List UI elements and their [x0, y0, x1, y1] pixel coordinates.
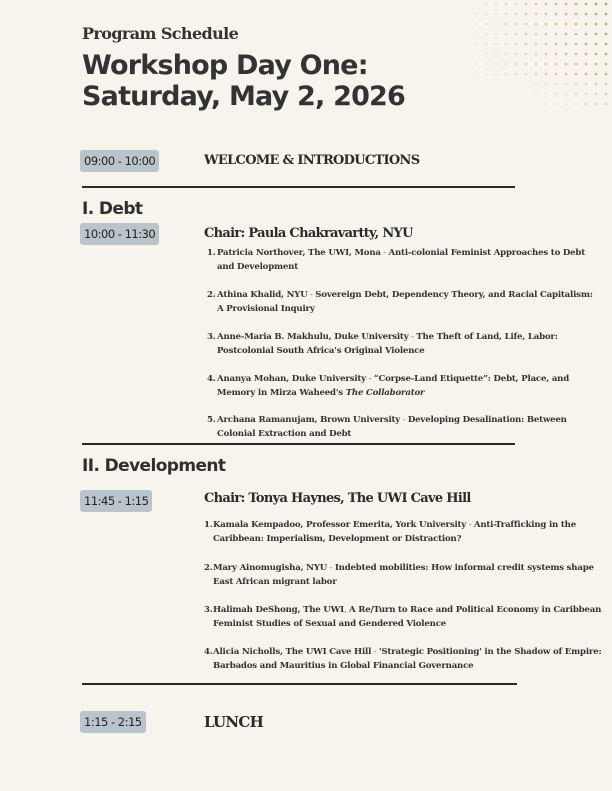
decorative-dot	[545, 53, 548, 56]
decorative-dot	[575, 23, 578, 26]
decorative-dot	[505, 13, 508, 16]
decorative-dot	[595, 73, 598, 76]
decorative-dot	[525, 63, 528, 66]
talk-title: Developing Desalination: Between Colonial Extraction and Debt	[217, 415, 567, 439]
talk-separator: -	[408, 332, 417, 342]
decorative-dot	[565, 33, 568, 36]
divider	[82, 186, 515, 188]
decorative-dot	[515, 63, 518, 66]
decorative-dot	[545, 33, 548, 36]
talk-title: Anti-Trafficking in the Caribbean: Imperialism, Development or Distraction?	[213, 520, 576, 544]
talk-title-italic: The Collaborator	[345, 388, 425, 398]
decorative-dot	[535, 13, 538, 16]
decorative-dot	[565, 73, 568, 76]
decorative-dot	[495, 23, 498, 26]
decorative-dot	[525, 33, 528, 36]
decorative-dot	[505, 53, 508, 56]
decorative-dot	[525, 13, 528, 16]
talk-separator: -	[307, 290, 316, 300]
talk-title: 'Strategic Positioning' in the Shadow of Empire: Barbados and Mauritius in Global Financial Governance	[213, 647, 602, 671]
decorative-dot	[585, 43, 588, 46]
decorative-dot	[555, 73, 558, 76]
decorative-dot	[545, 13, 548, 16]
decorative-dot	[485, 73, 488, 76]
welcome-label: WELCOME & INTRODUCTIONS	[204, 153, 420, 168]
decorative-dot	[585, 53, 588, 56]
decorative-dot	[545, 23, 548, 26]
decorative-dot	[555, 23, 558, 26]
decorative-dot	[575, 73, 578, 76]
talk-number: 3.	[207, 332, 216, 342]
decorative-dot	[475, 73, 478, 76]
decorative-dot	[515, 33, 518, 36]
decorative-dot	[535, 33, 538, 36]
decorative-dot	[545, 63, 548, 66]
decorative-dot	[505, 43, 508, 46]
development-time-badge: 11:45 - 1:15	[80, 490, 152, 512]
decorative-dot	[485, 43, 488, 46]
decorative-dot	[575, 93, 578, 96]
talk-number: 5.	[207, 415, 216, 425]
page-title	[82, 50, 405, 112]
debt-time-badge: 10:00 - 11:30	[80, 223, 159, 245]
talk-title: A Re/Turn to Race and Political Economy in Caribbean Feminist Studies of Sexual and Gendered Violence	[213, 605, 602, 629]
talk-number: 1.	[207, 248, 216, 258]
decorative-dot	[585, 93, 588, 96]
decorative-dot	[565, 13, 568, 16]
decorative-dot	[605, 63, 608, 66]
decorative-dot	[485, 23, 488, 26]
talk-speaker: Patricia Northover, The UWI, Mona	[217, 248, 381, 258]
decorative-dot	[575, 53, 578, 56]
decorative-dot	[535, 93, 538, 96]
talk-item	[207, 330, 599, 358]
decorative-dot	[555, 3, 558, 6]
decorative-dot	[605, 93, 608, 96]
decorative-dot	[505, 73, 508, 76]
talk-item	[204, 518, 604, 546]
divider	[82, 443, 515, 445]
decorative-dot	[595, 3, 598, 6]
decorative-dot	[595, 13, 598, 16]
decorative-dot	[515, 3, 518, 6]
decorative-dot	[575, 13, 578, 16]
decorative-dot	[515, 73, 518, 76]
decorative-dot	[505, 3, 508, 6]
talk-speaker: Halimah DeShong, The UWI	[213, 605, 344, 615]
decorative-dot	[595, 93, 598, 96]
decorative-dot	[545, 73, 548, 76]
decorative-dot	[515, 13, 518, 16]
decorative-dot	[585, 63, 588, 66]
decorative-dot	[545, 3, 548, 6]
decorative-dot	[485, 63, 488, 66]
decorative-dot	[535, 73, 538, 76]
decorative-dot	[605, 53, 608, 56]
decorative-dot	[555, 13, 558, 16]
decorative-dot	[605, 103, 608, 106]
decorative-dot	[485, 13, 488, 16]
decorative-dot	[595, 63, 598, 66]
decorative-dot	[525, 43, 528, 46]
section-title-development: II. Development	[82, 456, 226, 476]
decorative-dot	[585, 73, 588, 76]
decorative-dot	[555, 53, 558, 56]
talk-item	[207, 288, 599, 316]
talk-separator: -	[380, 248, 389, 258]
decorative-dot	[565, 63, 568, 66]
decorative-dot-pattern	[452, 0, 612, 110]
talk-title: Anti-colonial Feminist Approaches to Debt and Development	[217, 248, 585, 272]
decorative-dot	[555, 33, 558, 36]
decorative-dot	[555, 43, 558, 46]
decorative-dot	[555, 63, 558, 66]
decorative-dot	[495, 43, 498, 46]
talk-number: 1.	[204, 520, 213, 530]
decorative-dot	[585, 103, 588, 106]
decorative-dot	[515, 53, 518, 56]
decorative-dot	[525, 3, 528, 6]
decorative-dot	[565, 43, 568, 46]
decorative-dot	[605, 13, 608, 16]
decorative-dot	[605, 73, 608, 76]
decorative-dot	[575, 43, 578, 46]
decorative-dot	[535, 103, 538, 106]
decorative-dot	[605, 83, 608, 86]
decorative-dot	[595, 33, 598, 36]
decorative-dot	[535, 63, 538, 66]
decorative-dot	[595, 83, 598, 86]
decorative-dot	[545, 93, 548, 96]
talk-title: The Theft of Land, Life, Labor: Postcolonial South Africa's Original Violence	[217, 332, 558, 356]
decorative-dot	[475, 43, 478, 46]
section-title-debt: I. Debt	[82, 199, 143, 219]
talk-speaker: Alicia Nicholls, The UWI Cave Hill	[213, 647, 372, 657]
lunch-time-badge: 1:15 - 2:15	[80, 711, 146, 733]
divider	[82, 683, 517, 685]
decorative-dot	[475, 33, 478, 36]
decorative-dot	[555, 93, 558, 96]
talk-item	[204, 561, 604, 589]
talk-title: Indebted mobilities: How informal credit systems shape East African migrant labor	[213, 563, 594, 587]
decorative-dot	[475, 13, 478, 16]
decorative-dot	[605, 43, 608, 46]
decorative-dot	[475, 63, 478, 66]
decorative-dot	[525, 23, 528, 26]
decorative-dot	[495, 3, 498, 6]
development-chair: Chair: Tonya Haynes, The UWI Cave Hill	[204, 491, 471, 506]
talk-separator: -	[400, 415, 408, 425]
page-kicker: Program Schedule	[82, 24, 239, 43]
decorative-dot	[555, 83, 558, 86]
decorative-dot	[535, 53, 538, 56]
decorative-dot	[505, 23, 508, 26]
decorative-dot	[555, 103, 558, 106]
decorative-dot	[505, 33, 508, 36]
decorative-dot	[595, 103, 598, 106]
decorative-dot	[585, 83, 588, 86]
talk-item	[207, 246, 599, 274]
decorative-dot	[595, 53, 598, 56]
decorative-dot	[565, 23, 568, 26]
decorative-dot	[495, 53, 498, 56]
decorative-dot	[485, 3, 488, 6]
decorative-dot	[595, 23, 598, 26]
decorative-dot	[535, 83, 538, 86]
decorative-dot	[535, 23, 538, 26]
talk-item	[207, 413, 599, 441]
decorative-dot	[495, 13, 498, 16]
decorative-dot	[495, 63, 498, 66]
decorative-dot	[515, 43, 518, 46]
decorative-dot	[475, 3, 478, 6]
decorative-dot	[485, 53, 488, 56]
debt-chair: Chair: Paula Chakravartty, NYU	[204, 226, 413, 241]
decorative-dot	[605, 33, 608, 36]
decorative-dot	[505, 63, 508, 66]
talk-title: Sovereign Debt, Dependency Theory, and Racial Capitalism: A Provisional Inquiry	[217, 290, 593, 314]
talk-number: 2.	[207, 290, 216, 300]
decorative-dot	[535, 43, 538, 46]
talk-speaker: Mary Ainomugisha, NYU	[213, 563, 328, 573]
page-title-line-1: Workshop Day One:	[82, 50, 368, 81]
decorative-dot	[605, 23, 608, 26]
decorative-dot	[575, 33, 578, 36]
decorative-dot	[485, 33, 488, 36]
decorative-dot	[545, 103, 548, 106]
decorative-dot	[495, 73, 498, 76]
decorative-dot	[525, 53, 528, 56]
talk-item	[207, 372, 599, 400]
talk-number: 2.	[204, 563, 213, 573]
decorative-dot	[585, 13, 588, 16]
talk-separator: ,	[343, 605, 350, 615]
decorative-dot	[535, 3, 538, 6]
decorative-dot	[475, 23, 478, 26]
decorative-dot	[565, 83, 568, 86]
decorative-dot	[575, 83, 578, 86]
decorative-dot	[595, 43, 598, 46]
decorative-dot	[575, 3, 578, 6]
talk-speaker: Kamala Kempadoo, Professor Emerita, York University	[213, 520, 467, 530]
decorative-dot	[605, 3, 608, 6]
decorative-dot	[585, 3, 588, 6]
decorative-dot	[585, 33, 588, 36]
talk-speaker: Athina Khalid, NYU	[217, 290, 308, 300]
decorative-dot	[545, 83, 548, 86]
decorative-dot	[515, 23, 518, 26]
talk-item	[204, 645, 604, 673]
talk-speaker: Ananya Mohan, Duke University	[217, 374, 366, 384]
decorative-dot	[475, 53, 478, 56]
lunch-label: LUNCH	[204, 713, 264, 731]
decorative-dot	[525, 73, 528, 76]
talk-number: 4.	[207, 374, 216, 384]
decorative-dot	[565, 3, 568, 6]
decorative-dot	[565, 103, 568, 106]
decorative-dot	[565, 53, 568, 56]
page-title-line-2: Saturday, May 2, 2026	[82, 81, 406, 112]
talk-item	[204, 603, 604, 631]
talk-title: “Corpse-Land Etiquette”: Debt, Place, and Memory in Mirza Waheed's	[217, 374, 570, 398]
decorative-dot	[545, 43, 548, 46]
talk-separator: -	[466, 520, 474, 530]
decorative-dot	[575, 103, 578, 106]
talk-separator: -	[371, 647, 379, 657]
decorative-dot	[565, 93, 568, 96]
talk-speaker: Anne-Maria B. Makhulu, Duke University	[217, 332, 409, 342]
talk-number: 4.	[204, 647, 213, 657]
talk-speaker: Archana Ramanujam, Brown University	[217, 415, 401, 425]
talk-separator: -	[365, 374, 374, 384]
decorative-dot	[575, 63, 578, 66]
decorative-dot	[585, 23, 588, 26]
talk-number: 3.	[204, 605, 213, 615]
talk-separator: -	[327, 563, 335, 573]
decorative-dot	[495, 33, 498, 36]
welcome-time-badge: 09:00 - 10:00	[80, 150, 159, 172]
